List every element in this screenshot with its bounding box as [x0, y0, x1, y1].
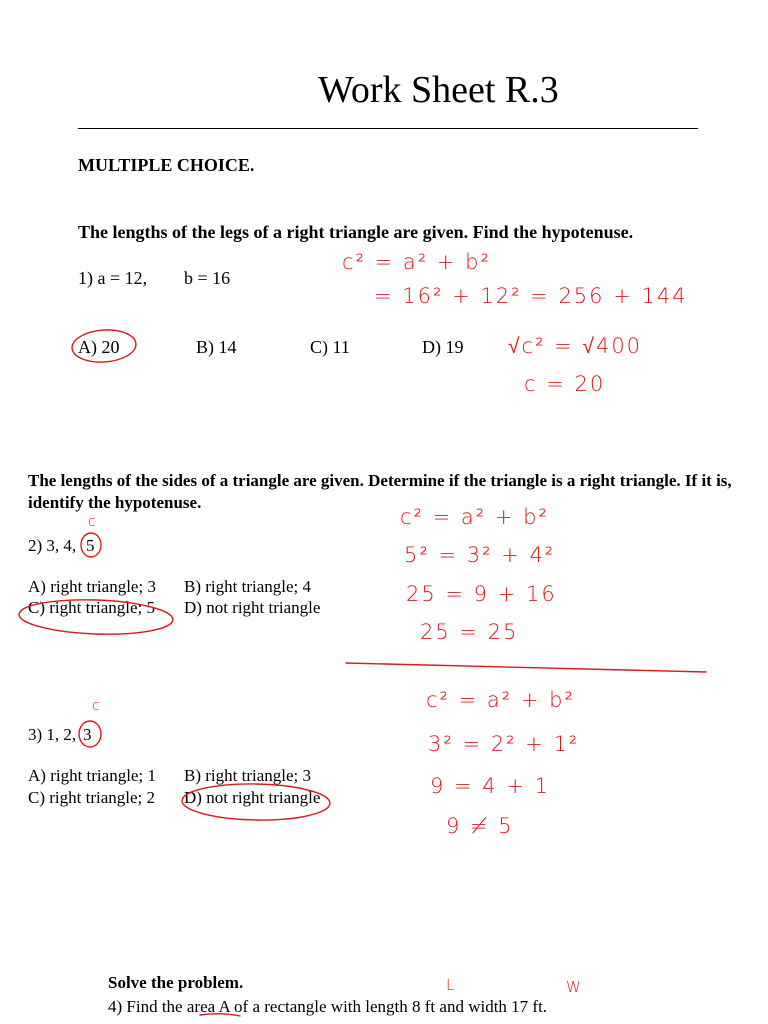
q1-option-b[interactable]: B) 14 [196, 337, 237, 357]
q3-option-c[interactable]: C) right triangle; 2 [28, 788, 156, 807]
q1-work-line-2: = 16² + 12² = 256 + 144 [374, 284, 688, 308]
q3-option-b[interactable]: B) right triangle; 3 [184, 766, 312, 785]
q2-stem: 2) 3, 4, [28, 536, 77, 555]
q4-heading: Solve the problem. [108, 973, 244, 992]
q2-work-line-2: 5² = 3² + 4² [404, 543, 556, 567]
q4-mark-l: L [446, 976, 457, 994]
q3-work-line-3: 9 = 4 + 1 [430, 774, 550, 798]
q4-mark-w: W [566, 978, 583, 996]
q2-option-d[interactable]: D) not right triangle [184, 598, 321, 617]
q2-work-line-1: c² = a² + b² [400, 505, 549, 529]
q4-stem: 4) Find the area A of a rectangle with length 8 ft and width 17 ft. [108, 997, 548, 1016]
q2-option-c[interactable]: C) right triangle; 5 [28, 598, 156, 617]
q1-option-c[interactable]: C) 11 [310, 337, 350, 357]
q2-work-line-3: 25 = 9 + 16 [406, 582, 557, 606]
q2-instruction-line-2: identify the hypotenuse. [28, 493, 202, 512]
page-title: Work Sheet R.3 [318, 69, 559, 111]
q3-option-a[interactable]: A) right triangle; 1 [28, 766, 156, 785]
q2-option-a[interactable]: A) right triangle; 3 [28, 577, 156, 596]
q3-option-d[interactable]: D) not right triangle [184, 788, 321, 807]
q3-work-line-2: 3² = 2² + 1² [428, 732, 580, 756]
q1-work-line-1: c² = a² + b² [342, 250, 491, 274]
q3-stem: 3) 1, 2, [28, 725, 77, 744]
section-heading: MULTIPLE CHOICE. [78, 155, 255, 175]
q1-work-line-4: c = 20 [524, 372, 606, 396]
q3-work-line-4: 9 ≠ 5 [446, 814, 514, 838]
q2-option-b[interactable]: B) right triangle; 4 [184, 577, 312, 596]
q1-option-d[interactable]: D) 19 [422, 337, 464, 357]
q1-stem-b: b = 16 [184, 268, 231, 288]
q2-work-line-4: 25 = 25 [420, 620, 519, 644]
q1-instruction: The lengths of the legs of a right triangle are given. Find the hypotenuse. [78, 222, 634, 242]
title-underline [78, 128, 698, 129]
q1-option-a[interactable]: A) 20 [78, 337, 120, 357]
q2-label-mark: c [88, 514, 98, 530]
q1-work-line-3: √c² = √400 [508, 334, 643, 358]
q2-stem-circled: 5 [86, 536, 95, 555]
q3-work-line-1: c² = a² + b² [426, 688, 575, 712]
divider-line [346, 663, 706, 672]
q3-stem-circled: 3 [83, 725, 92, 744]
q1-stem-a: 1) a = 12, [78, 268, 148, 288]
q2-instruction-line-1: The lengths of the sides of a triangle are given. Determine if the triangle is a right triangle. If it is, [28, 471, 732, 490]
q3-label-mark: c [92, 698, 102, 714]
